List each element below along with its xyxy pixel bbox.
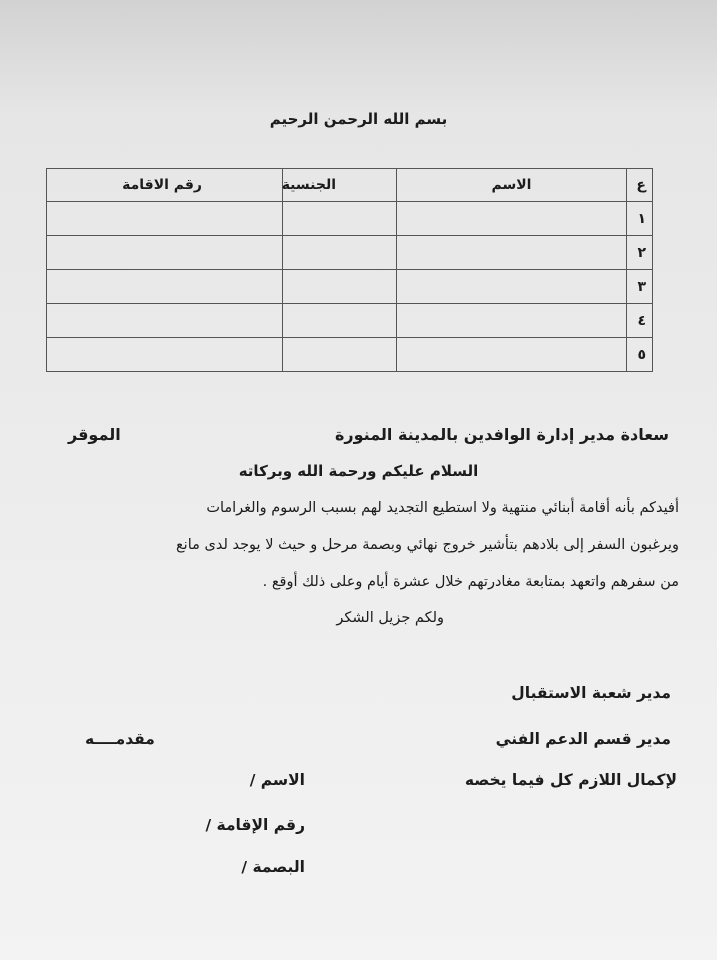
table-row [47, 270, 653, 304]
row-number: ١ [627, 202, 653, 236]
tech-support-manager-label: مدير قسم الدعم الفني [495, 730, 671, 748]
table-header-row [47, 169, 653, 202]
header-residency-number: رقم الاقامة [47, 169, 283, 202]
name-cell [397, 270, 627, 304]
submitter-label: مقدمــــه [85, 730, 155, 748]
name-cell [397, 338, 627, 372]
basmala-heading: بسم الله الرحمن الرحيم [269, 110, 448, 128]
body-line-2: ويرغبون السفر إلى بلادهم بتأشير خروج نهائي وبصمة مرحل و حيث لا يوجد لدى مانع [175, 537, 679, 553]
header-name: الاسم [397, 169, 627, 202]
residency-cell [47, 304, 283, 338]
body-line-3: من سفرهم واتعهد بمتابعة مغادرتهم خلال عشرة أيام وعلى ذلك أوقع . [262, 574, 679, 590]
row-number: ٣ [627, 270, 653, 304]
nationality-cell [283, 304, 397, 338]
complete-note: لإكمال اللازم كل فيما يخصه [464, 771, 677, 789]
name-cell [397, 202, 627, 236]
row-number: ٢ [627, 236, 653, 270]
nationality-cell [283, 202, 397, 236]
reception-manager-label: مدير شعبة الاستقبال [511, 684, 671, 702]
residency-cell [47, 270, 283, 304]
table-row [47, 202, 653, 236]
name-field-label: الاسم / [249, 771, 305, 789]
name-cell [397, 304, 627, 338]
residency-cell [47, 202, 283, 236]
table-row [47, 236, 653, 270]
greeting-line: السلام عليكم ورحمة الله وبركاته [238, 462, 479, 480]
header-nationality: الجنسية [283, 169, 397, 202]
table-row [47, 304, 653, 338]
residency-cell [47, 236, 283, 270]
addressee-line: سعادة مدير إدارة الوافدين بالمدينة المنورة [334, 425, 669, 444]
nationality-cell [283, 236, 397, 270]
fingerprint-field-label: البصمة / [241, 858, 305, 876]
nationality-cell [283, 270, 397, 304]
body-line-1: أفيدكم بأنه أقامة أبنائي منتهية ولا استطيع التجديد لهم بسبب الرسوم والغرامات [206, 500, 679, 516]
thanks-line: ولكم جزيل الشكر [336, 610, 444, 626]
respected-label: الموقر [68, 425, 121, 444]
residency-field-label: رقم الإقامة / [205, 816, 305, 834]
residency-cell [47, 338, 283, 372]
name-cell [397, 236, 627, 270]
nationality-cell [283, 338, 397, 372]
row-number: ٥ [627, 338, 653, 372]
header-number: ع [627, 169, 653, 202]
table-row [47, 338, 653, 372]
row-number: ٤ [627, 304, 653, 338]
names-table [46, 168, 653, 372]
